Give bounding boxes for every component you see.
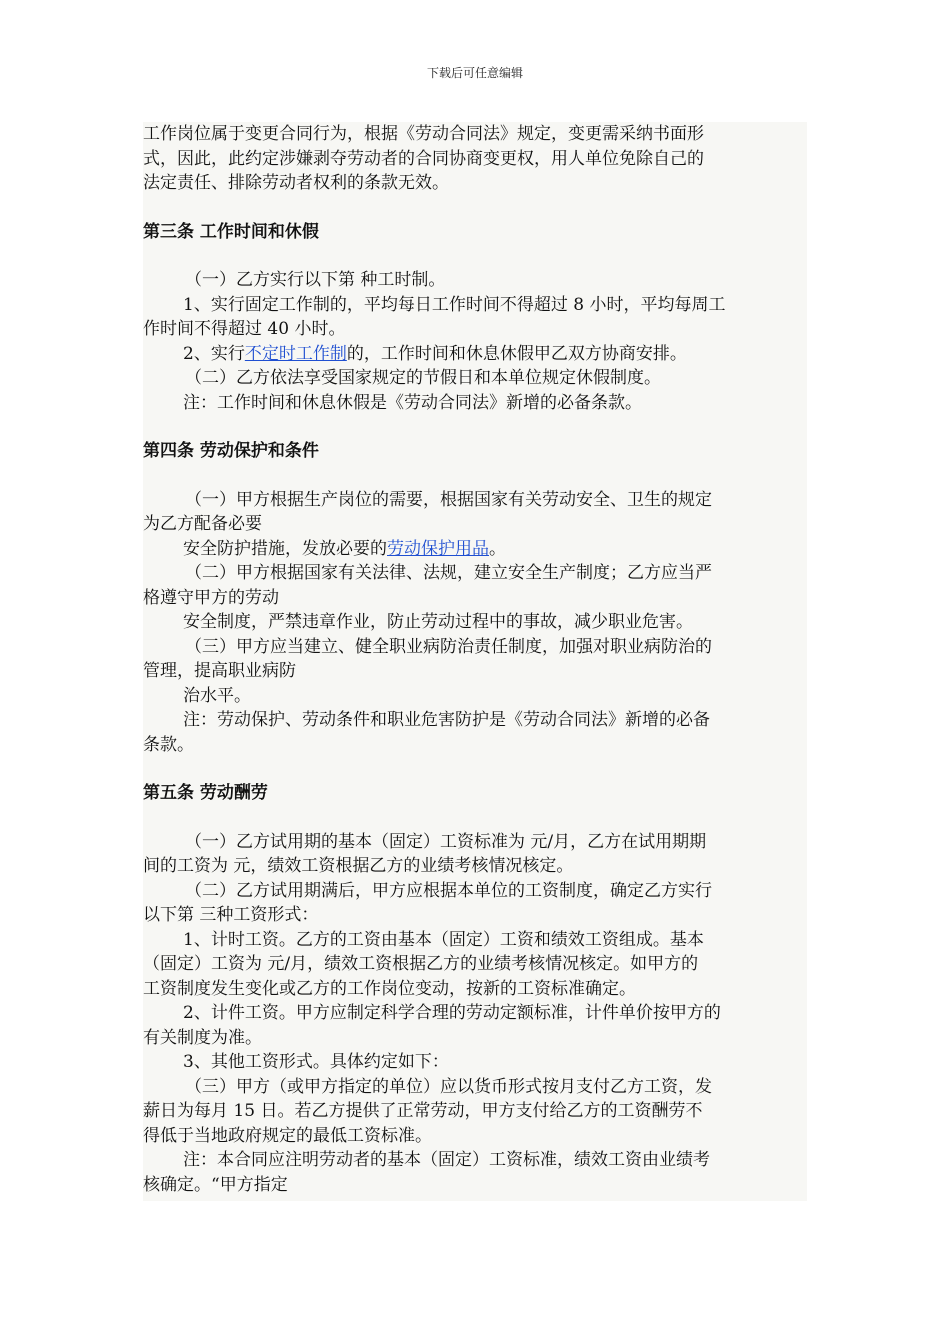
paragraph: 核确定。“甲方指定 <box>143 1174 288 1195</box>
link-flexible-hours[interactable]: 不定时工作制 <box>244 343 347 364</box>
paragraph: （三）甲方（或甲方指定的单位）应以货币形式按月支付乙方工资，发 <box>185 1076 712 1097</box>
paragraph: （一）乙方实行以下第 种工时制。 <box>185 270 446 290</box>
paragraph: 注：工作时间和休息休假是《劳动合同法》新增的必备条款。 <box>183 392 642 413</box>
paragraph: 注：本合同应注明劳动者的基本（固定）工资标准，绩效工资由业绩考 <box>183 1150 710 1170</box>
paragraph: （二）乙方试用期满后，甲方应根据本单位的工资制度，确定乙方实行 <box>185 880 712 901</box>
paragraph: 以下第 三种工资形式： <box>143 905 319 925</box>
paragraph: 得低于当地政府规定的最低工资标准。 <box>143 1125 432 1146</box>
paragraph: 有关制度为准。 <box>143 1027 262 1048</box>
document-body <box>143 122 807 1201</box>
paragraph: （一）甲方根据生产岗位的需要，根据国家有关劳动安全、卫生的规定 <box>185 489 712 510</box>
paragraph: 1、实行固定工作制的，平均每日工作时间不得超过 8 小时，平均每周工 <box>183 294 726 315</box>
paragraph: 格遵守甲方的劳动 <box>143 587 279 608</box>
intro-line: 工作岗位属于变更合同行为，根据《劳动合同法》规定，变更需采纳书面形 <box>143 124 704 144</box>
paragraph: 2、计件工资。甲方应制定科学合理的劳动定额标准，计件单价按甲方的 <box>183 1003 721 1023</box>
paragraph: （固定）工资为 元/月，绩效工资根据乙方的业绩考核情况核定。如甲方的 <box>143 954 699 974</box>
paragraph: 1、计时工资。乙方的工资由基本（固定）工资和绩效工资组成。基本 <box>183 929 704 950</box>
paragraph: 3、其他工资形式。具体约定如下： <box>183 1052 449 1072</box>
intro-line: 式，因此，此约定涉嫌剥夺劳动者的合同协商变更权，用人单位免除自己的 <box>143 148 704 169</box>
paragraph: 薪日为每月 15 日。若乙方提供了正常劳动，甲方支付给乙方的工资酬劳不 <box>143 1101 703 1121</box>
paragraph: （三）甲方应当建立、健全职业病防治责任制度，加强对职业病防治的 <box>185 636 712 657</box>
article-4-title: 第四条 劳动保护和条件 <box>143 441 319 461</box>
paragraph: （一）乙方试用期的基本（固定）工资标准为 元/月，乙方在试用期期 <box>185 831 707 852</box>
article-5-title: 第五条 劳动酬劳 <box>143 783 268 803</box>
paragraph: 间的工资为 元，绩效工资根据乙方的业绩考核情况核定。 <box>143 856 574 876</box>
paragraph: 工资制度发生变化或乙方的工作岗位变动，按新的工资标准确定。 <box>143 978 636 999</box>
paragraph: 管理，提高职业病防 <box>143 661 296 681</box>
paragraph: 安全防护措施，发放必要的劳动保护用品。 <box>183 538 506 559</box>
paragraph: 注：劳动保护、劳动条件和职业危害防护是《劳动合同法》新增的必备 <box>183 710 710 730</box>
link-protective-equipment[interactable]: 劳动保护用品 <box>387 538 489 559</box>
paragraph: 为乙方配备必要 <box>143 514 262 534</box>
page-header: 下载后可任意编辑 <box>426 66 523 80</box>
paragraph: 2、实行不定时工作制的，工作时间和休息休假甲乙双方协商安排。 <box>183 343 687 364</box>
paragraph: （二）甲方根据国家有关法律、法规，建立安全生产制度；乙方应当严 <box>185 563 712 583</box>
intro-line: 法定责任、排除劳动者权利的条款无效。 <box>143 173 449 193</box>
paragraph: 作时间不得超过 40 小时。 <box>143 319 346 339</box>
paragraph: （二）乙方依法享受国家规定的节假日和本单位规定休假制度。 <box>185 368 661 388</box>
paragraph: 条款。 <box>143 734 194 755</box>
paragraph: 安全制度，严禁违章作业，防止劳动过程中的事故，减少职业危害。 <box>183 612 693 632</box>
paragraph: 治水平。 <box>183 685 251 706</box>
article-3-title: 第三条 工作时间和休假 <box>143 221 319 242</box>
